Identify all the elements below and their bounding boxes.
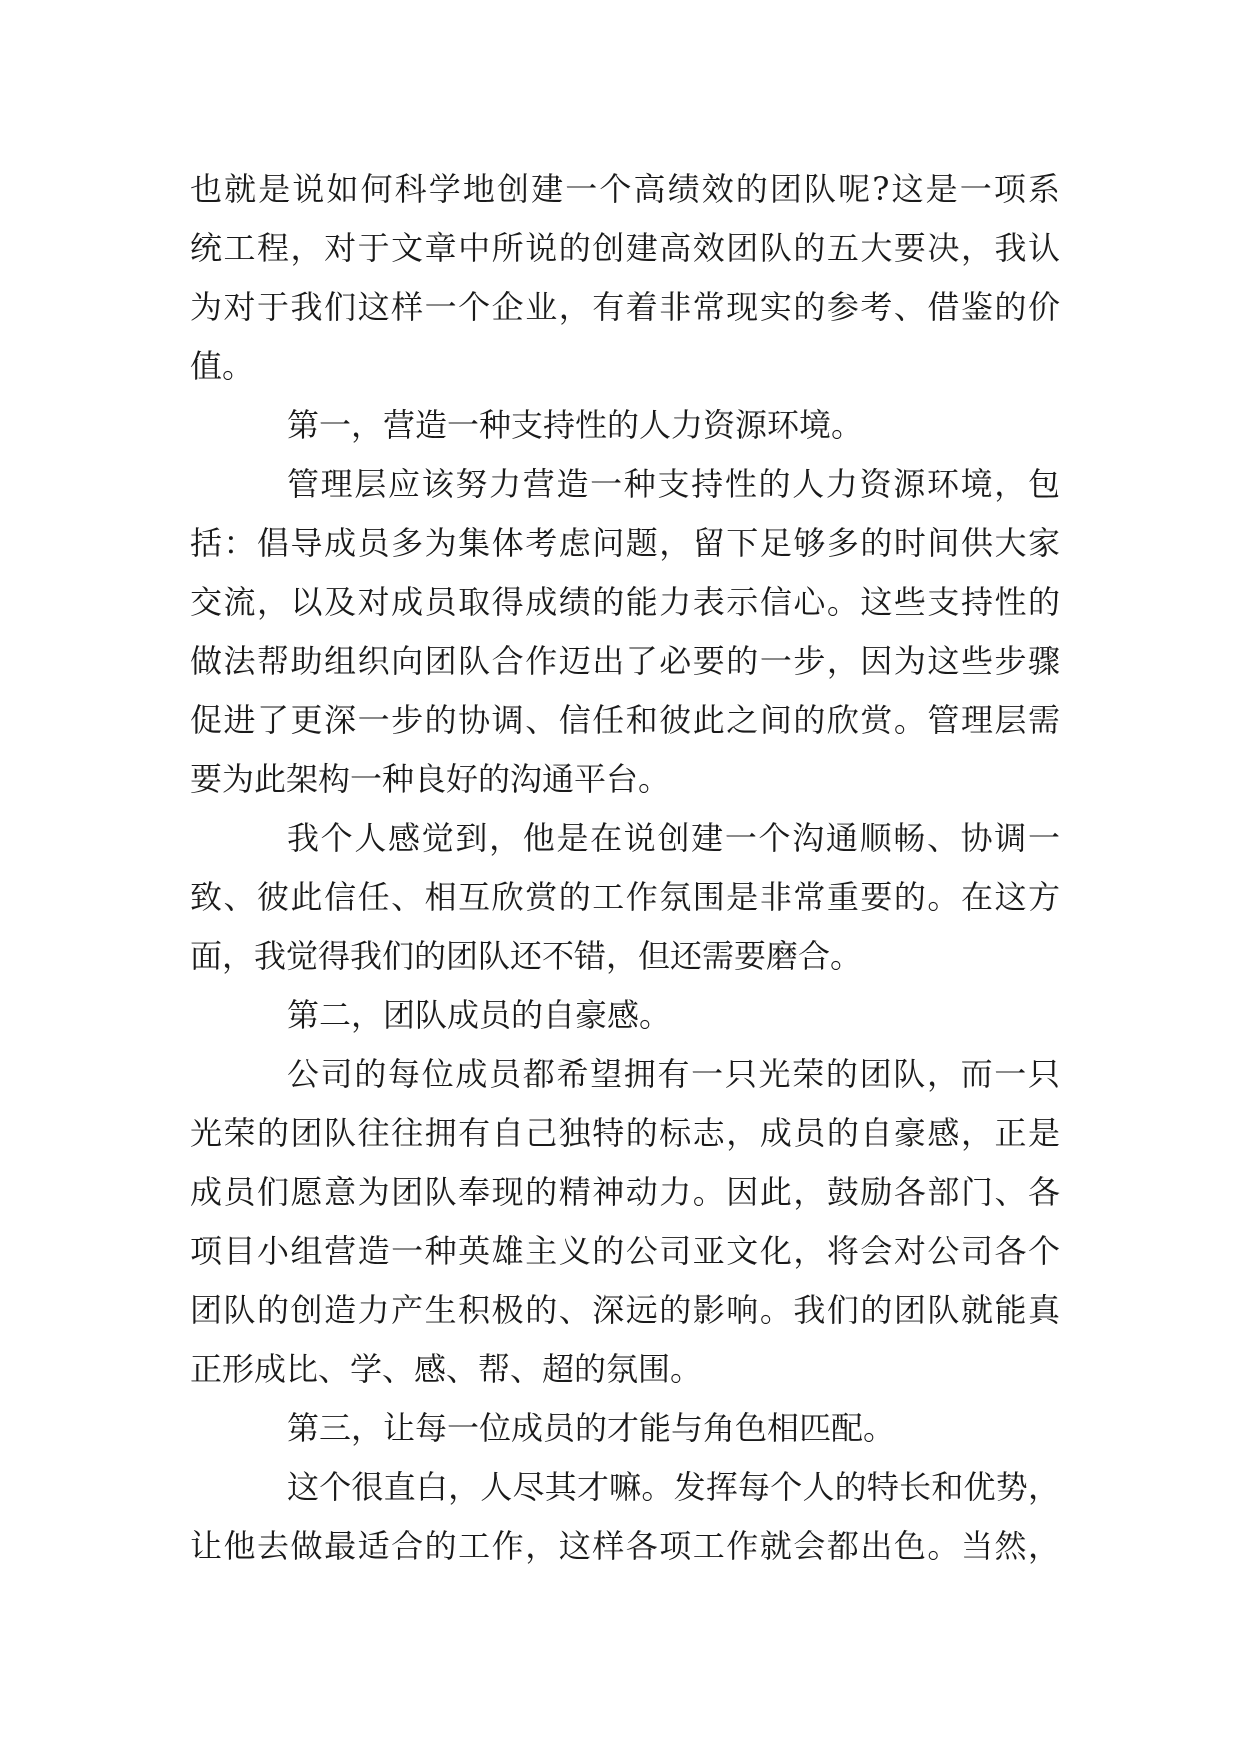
text-line: 正形成比、学、感、帮、超的氛围。 — [190, 1350, 703, 1388]
section-heading: 第一，营造一种支持性的人力资源环境。 — [287, 406, 864, 444]
text-line: 括：倡导成员多为集体考虑问题，留下足够多的时间供大家 — [190, 524, 1060, 562]
text-line: 面，我觉得我们的团队还不错，但还需要磨合。 — [190, 937, 863, 975]
text-line: 成员们愿意为团队奉现的精神动力。因此，鼓励各部门、各 — [190, 1173, 1060, 1211]
text-line: 光荣的团队往往拥有自己独特的标志，成员的自豪感，正是 — [190, 1114, 1060, 1152]
text-line: 公司的每位成员都希望拥有一只光荣的团队，而一只 — [287, 1055, 1060, 1093]
text-line: 交流，以及对成员取得成绩的能力表示信心。这些支持性的 — [190, 583, 1060, 621]
text-line: 做法帮助组织向团队合作迈出了必要的一步，因为这些步骤 — [190, 642, 1060, 680]
section-heading: 第二，团队成员的自豪感。 — [287, 996, 672, 1034]
document-body — [190, 160, 1060, 1576]
text-line: 要为此架构一种良好的沟通平台。 — [190, 760, 671, 798]
text-line: 团队的创造力产生积极的、深远的影响。我们的团队就能真 — [190, 1291, 1060, 1329]
text-line: 我个人感觉到，他是在说创建一个沟通顺畅、协调一 — [287, 819, 1060, 857]
text-line: 为对于我们这样一个企业，有着非常现实的参考、借鉴的价 — [190, 288, 1060, 326]
text-line: 致、彼此信任、相互欣赏的工作氛围是非常重要的。在这方 — [190, 878, 1060, 916]
text-line: 这个很直白，人尽其才嘛。发挥每个人的特长和优势， — [287, 1468, 1060, 1506]
text-line: 让他去做最适合的工作，这样各项工作就会都出色。当然， — [190, 1527, 1060, 1565]
section-heading: 第三，让每一位成员的才能与角色相匹配。 — [287, 1409, 896, 1447]
text-line: 管理层应该努力营造一种支持性的人力资源环境，包 — [287, 465, 1060, 503]
text-line: 也就是说如何科学地创建一个高绩效的团队呢?这是一项系 — [190, 170, 1060, 208]
text-line: 值。 — [190, 347, 255, 385]
text-line: 统工程，对于文章中所说的创建高效团队的五大要决，我认 — [190, 229, 1060, 267]
text-line: 项目小组营造一种英雄主义的公司亚文化，将会对公司各个 — [190, 1232, 1060, 1270]
text-line: 促进了更深一步的协调、信任和彼此之间的欣赏。管理层需 — [190, 701, 1060, 739]
